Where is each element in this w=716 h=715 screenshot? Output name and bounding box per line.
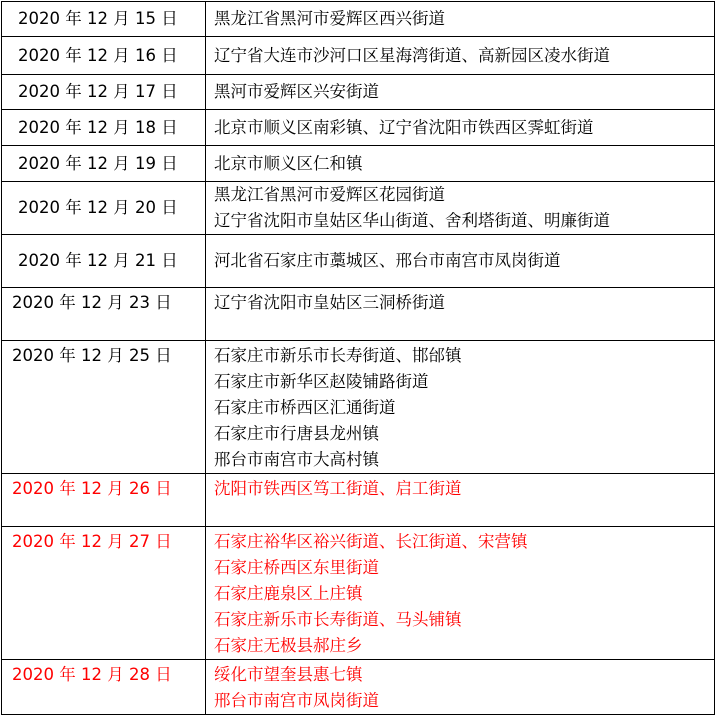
- location-line: 辽宁省沈阳市皇姑区三洞桥街道: [214, 293, 445, 312]
- location-cell: [206, 341, 715, 474]
- table-row: [2, 341, 715, 474]
- table-row: [2, 235, 715, 288]
- table-row: [2, 660, 715, 715]
- location-line: 石家庄市桥西区汇通街道: [214, 398, 396, 417]
- location-line: 沈阳市铁西区笃工街道、启工街道: [214, 479, 462, 498]
- location-line: 北京市顺义区南彩镇、辽宁省沈阳市铁西区霁虹街道: [214, 117, 594, 137]
- location-line: 绥化市望奎县惠七镇: [214, 665, 363, 684]
- date-cell: 2020 年 12 月 28 日: [2, 660, 206, 715]
- date-cell: 2020 年 12 月 20 日: [2, 182, 206, 235]
- date-cell: 2020 年 12 月 18 日: [2, 110, 206, 146]
- table-row: [2, 182, 715, 235]
- table-row: [2, 288, 715, 341]
- location-cell: [206, 182, 715, 235]
- table-row: [2, 75, 715, 110]
- date-cell: 2020 年 12 月 26 日: [2, 474, 206, 527]
- date-cell: 2020 年 12 月 27 日: [2, 527, 206, 660]
- location-line: 北京市顺义区仁和镇: [214, 153, 363, 173]
- location-cell: [206, 110, 715, 146]
- table-row: [2, 146, 715, 182]
- date-cell: 2020 年 12 月 17 日: [2, 75, 206, 110]
- location-line: 石家庄市行唐县龙州镇: [214, 424, 379, 443]
- table-row: [2, 527, 715, 660]
- location-line: 辽宁省大连市沙河口区星海湾街道、高新园区凌水街道: [214, 45, 610, 65]
- location-line: 石家庄裕华区裕兴街道、长江街道、宋营镇: [214, 532, 528, 551]
- table-row: [2, 37, 715, 75]
- location-line: 黑龙江省黑河市爱辉区西兴街道: [214, 9, 445, 28]
- location-cell: [206, 2, 715, 37]
- location-cell: [206, 660, 715, 715]
- table-row: [2, 2, 715, 37]
- table-row: [2, 474, 715, 527]
- date-cell: 2020 年 12 月 15 日: [2, 2, 206, 37]
- location-line: 河北省石家庄市藁城区、邢台市南宫市凤岗街道: [214, 251, 561, 270]
- location-line: 黑龙江省黑河市爱辉区花园街道: [214, 185, 445, 204]
- location-line: 石家庄无极县郝庄乡: [214, 636, 363, 655]
- location-cell: [206, 37, 715, 75]
- location-line: 辽宁省沈阳市皇姑区华山街道、舍利塔街道、明廉街道: [214, 211, 610, 230]
- location-line: 石家庄桥西区东里街道: [214, 558, 379, 577]
- date-cell: 2020 年 12 月 16 日: [2, 37, 206, 75]
- location-line: 石家庄新乐市长寿街道、马头铺镇: [214, 610, 462, 629]
- risk-area-table: [1, 1, 715, 715]
- table-row: [2, 110, 715, 146]
- location-cell: [206, 288, 715, 341]
- location-cell: [206, 474, 715, 527]
- date-cell: 2020 年 12 月 23 日: [2, 288, 206, 341]
- location-cell: [206, 235, 715, 288]
- location-line: 邢台市南宫市凤岗街道: [214, 691, 379, 710]
- location-cell: [206, 75, 715, 110]
- location-line: 石家庄市新乐市长寿街道、邯邰镇: [214, 346, 462, 365]
- date-cell: 2020 年 12 月 25 日: [2, 341, 206, 474]
- date-cell: 2020 年 12 月 19 日: [2, 146, 206, 182]
- location-cell: [206, 527, 715, 660]
- location-line: 石家庄鹿泉区上庄镇: [214, 584, 363, 603]
- location-cell: [206, 146, 715, 182]
- location-line: 邢台市南宫市大高村镇: [214, 450, 379, 469]
- date-cell: 2020 年 12 月 21 日: [2, 235, 206, 288]
- location-line: 黑河市爱辉区兴安街道: [214, 82, 379, 101]
- location-line: 石家庄市新华区赵陵铺路街道: [214, 372, 429, 391]
